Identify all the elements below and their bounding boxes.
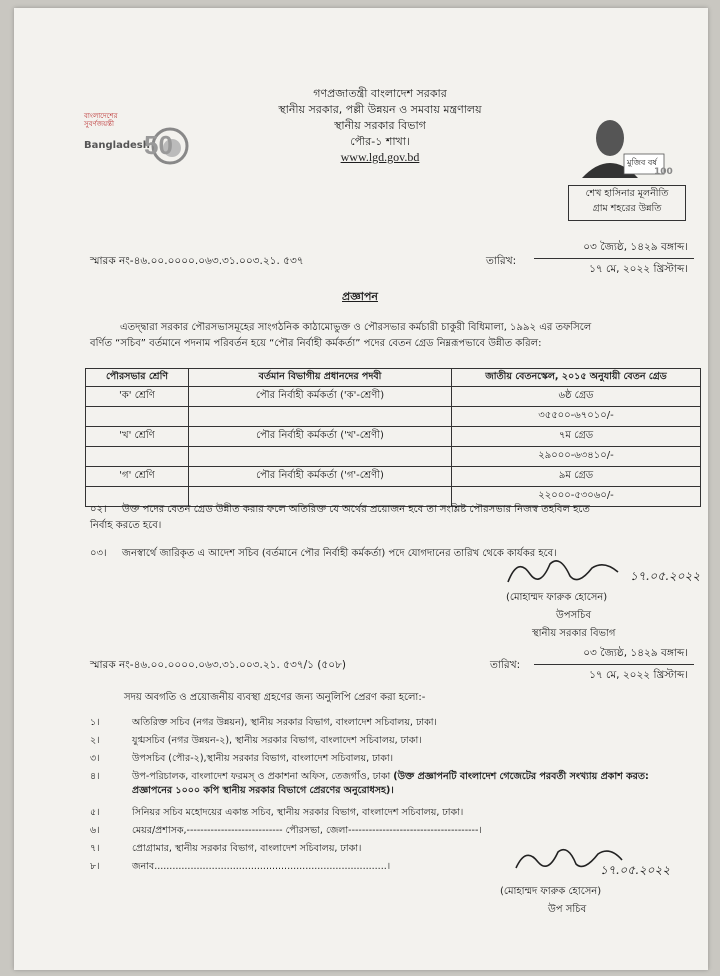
division-name: স্থানীয় সরকার বিভাগ bbox=[334, 119, 426, 132]
post-cell: পৌর নির্বাহী কর্মকর্তা ('খ'-শ্রেণী) bbox=[189, 427, 452, 447]
memo-reference-1: স্মারক নং-৪৬.০০.০০০০.০৬৩.৩১.০০৩.২১. ৫৩৭ bbox=[90, 255, 304, 267]
logo-right-number: 100 bbox=[654, 167, 673, 177]
para-2-line-1: উক্ত পদের বেতন গ্রেড উন্নীত করার ফলে অতিরিক্ত যে অর্থের প্রয়োজন হবে তা সংশ্লিষ্ট পৌরসভার নিজস্ব তহবিল হতে bbox=[122, 504, 590, 515]
post-cell: পৌর নির্বাহী কর্মকর্তা ('গ'-শ্রেণী) bbox=[189, 467, 452, 487]
portrait-icon bbox=[572, 108, 682, 178]
intro-line-2: বর্ণিত “সচিব” বর্তমানে পদনাম পরিবর্তন হয়ে “পৌর নির্বাহী কর্মকর্তা” পদের বেতন গ্রেড নিম্নরূপভাবে উন্নীত করিল: bbox=[90, 338, 542, 349]
para-3-line-1: জনস্বার্থে জারিকৃত এ আদেশ সচিব (বর্তমানে পৌর নির্বাহী কর্মকর্তা) পদে যোগদানের তারিখ থেকে কার্যকর হবে। bbox=[122, 548, 557, 559]
table-header: জাতীয় বেতনস্কেল, ২০১৫ অনুযায়ী বেতন গ্রেড bbox=[452, 369, 701, 387]
golden-jubilee-logo bbox=[84, 112, 204, 172]
logo-number: 50 bbox=[144, 130, 173, 160]
signatory-designation-2: উপ সচিব bbox=[548, 904, 587, 915]
table-row bbox=[86, 407, 701, 427]
date-divider-2 bbox=[534, 664, 694, 665]
motto-line-1: শেখ হাসিনার মূলনীতি bbox=[585, 188, 669, 199]
grade-cell: ৯ম গ্রেড bbox=[452, 467, 701, 487]
date-label-2: তারিখ: bbox=[490, 659, 521, 671]
logo-right-text: মুজিব বর্ষ bbox=[627, 158, 657, 167]
signatory-name-2: (মোহাম্মদ ফারুক হোসেন) bbox=[500, 886, 602, 897]
post-cell: পৌর নির্বাহী কর্মকর্তা ('ক'-শ্রেণী) bbox=[189, 387, 452, 407]
branch-name: পৌর-১ শাখা। bbox=[350, 135, 410, 148]
signatory-designation-1: উপসচিব bbox=[556, 610, 592, 621]
date-english-1: ১৭ মে, ২০২২ খ্রিস্টাব্দ। bbox=[589, 263, 688, 275]
table-header: পৌরসভার শ্রেণি bbox=[86, 369, 189, 387]
date-bangla-1: ০৩ জ্যৈষ্ঠ, ১৪২৯ বঙ্গাব্দ। bbox=[583, 241, 688, 253]
pay-grade-table bbox=[85, 368, 701, 507]
signatory-office-1: স্থানীয় সরকার বিভাগ bbox=[532, 628, 616, 639]
class-cell: 'খ' শ্রেণি bbox=[86, 427, 189, 447]
logo-country: Bangladesh bbox=[84, 140, 150, 151]
table-row bbox=[86, 447, 701, 467]
date-bangla-2: ০৩ জ্যৈষ্ঠ, ১৪২৯ বঙ্গাব্দ। bbox=[583, 647, 688, 659]
motto-box bbox=[568, 185, 686, 221]
distribution-intro: সদয় অবগতি ও প্রয়োজনীয় ব্যবস্থা গ্রহণের জন্য অনুলিপি প্রেরণ করা হলো:- bbox=[124, 692, 426, 703]
date-label-1: তারিখ: bbox=[486, 255, 517, 267]
gov-title: গণপ্রজাতন্ত্রী বাংলাদেশ সরকার bbox=[313, 87, 447, 100]
table-row bbox=[86, 467, 701, 487]
intro-line-1: এতদ্দ্বারা সরকার পৌরসভাসমূহের সাংগঠনিক কাঠামোভুক্ত ও পৌরসভার কর্মচারী চাকুরী বিধিমালা, ১৯৯২ এর তফসিলে bbox=[120, 322, 592, 333]
signatory-name-1: (মোহাম্মদ ফারুক হোসেন) bbox=[506, 592, 608, 603]
notification-title: প্রজ্ঞাপন bbox=[342, 290, 378, 303]
website-link[interactable]: www.lgd.gov.bd bbox=[340, 150, 420, 164]
grade-cell: ৬ষ্ঠ গ্রেড bbox=[452, 387, 701, 407]
class-cell: 'গ' শ্রেণি bbox=[86, 467, 189, 487]
signature-date-2: ১৭.০৫.২০২২ bbox=[600, 863, 671, 877]
date-divider-1 bbox=[534, 258, 694, 259]
ministry-name: স্থানীয় সরকার, পল্লী উন্নয়ন ও সমবায় মন্ত্রণালয় bbox=[278, 103, 482, 116]
motto-line-2: গ্রাম শহরের উন্নতি bbox=[592, 203, 662, 214]
mujib-borsho-logo bbox=[572, 108, 682, 178]
signature-icon bbox=[500, 552, 640, 592]
grade-cell: ৭ম গ্রেড bbox=[452, 427, 701, 447]
class-cell: 'ক' শ্রেণি bbox=[86, 387, 189, 407]
para-2-number: ০২। bbox=[90, 504, 107, 515]
scale-cell: ৩৫৫০০-৬৭০১০/- bbox=[452, 407, 701, 427]
date-english-2: ১৭ মে, ২০২২ খ্রিস্টাব্দ। bbox=[589, 669, 688, 681]
fifty-emblem-icon bbox=[142, 120, 190, 168]
scale-cell: ২৯০০০-৬৩৪১০/- bbox=[452, 447, 701, 467]
table-header: বর্তমান বিভাগীয় প্রধানদের পদবী bbox=[189, 369, 452, 387]
para-3-number: ০৩। bbox=[90, 548, 107, 559]
table-row bbox=[86, 427, 701, 447]
memo-reference-2: স্মারক নং-৪৬.০০.০০০০.০৬৩.৩১.০০৩.২১. ৫৩৭/১ (৫০৮) bbox=[90, 659, 346, 671]
logo-tagline: বাংলাদেশের সুবর্ণজয়ন্তী bbox=[84, 112, 118, 128]
table-row bbox=[86, 387, 701, 407]
para-2-line-2: নির্বাহ করতে হবে। bbox=[90, 520, 162, 531]
signature-date-1: ১৭.০৫.২০২২ bbox=[630, 569, 701, 583]
scale-cell: ২২০০০-৫৩০৬০/- bbox=[452, 487, 701, 507]
